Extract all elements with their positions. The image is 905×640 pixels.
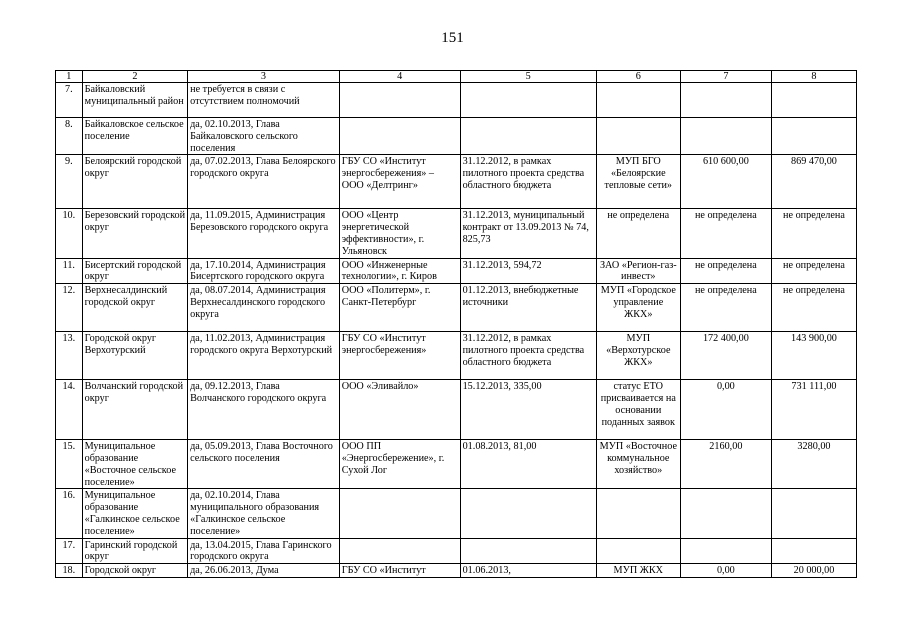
value-col7-cell: 172 400,00: [680, 332, 771, 380]
scheme-approval-cell: да, 07.02.2013, Глава Белоярского городского округа: [188, 155, 340, 209]
completion-and-cost-cell: [460, 118, 596, 155]
value-col7-cell: [680, 118, 771, 155]
completion-and-cost-cell: 31.12.2012, в рамках пилотного проекта средства областного бюджета: [460, 332, 596, 380]
value-col7-cell: [680, 538, 771, 564]
row-number-cell: 14.: [56, 380, 83, 440]
completion-and-cost-cell: 31.12.2013, 594,72: [460, 258, 596, 284]
scheme-approval-cell: да, 05.09.2013, Глава Восточного сельского поселения: [188, 440, 340, 489]
value-col8-cell: 20 000,00: [771, 564, 856, 578]
value-col8-cell: не определена: [771, 258, 856, 284]
completion-and-cost-cell: [460, 83, 596, 118]
column-header: 3: [188, 71, 340, 83]
row-number-cell: 11.: [56, 258, 83, 284]
scheme-approval-cell: да, 17.10.2014, Администрация Бисертского городского округа: [188, 258, 340, 284]
heat-supply-organization-cell: МУП «Восточное коммунальное хозяйство»: [596, 440, 680, 489]
completion-and-cost-cell: [460, 489, 596, 538]
scheme-approval-cell: да, 02.10.2013, Глава Байкаловского сельского поселения: [188, 118, 340, 155]
row-number-cell: 10.: [56, 209, 83, 258]
municipality-cell: Городской округ: [82, 564, 188, 578]
heat-supply-organization-cell: МУП «Городское управление ЖКХ»: [596, 284, 680, 332]
value-col8-cell: 3280,00: [771, 440, 856, 489]
row-number-cell: 16.: [56, 489, 83, 538]
value-col8-cell: [771, 83, 856, 118]
row-number-cell: 12.: [56, 284, 83, 332]
scheme-approval-cell: да, 09.12.2013, Глава Волчанского городского округа: [188, 380, 340, 440]
value-col7-cell: [680, 489, 771, 538]
scheme-approval-cell: да, 13.04.2015, Глава Гаринского городского округа: [188, 538, 340, 564]
row-number-cell: 18.: [56, 564, 83, 578]
municipality-cell: Байкаловское сельское поселение: [82, 118, 188, 155]
heat-supply-organization-cell: МУП ЖКХ: [596, 564, 680, 578]
municipality-cell: Байкаловский муниципальный район: [82, 83, 188, 118]
table-row: [56, 538, 857, 564]
table-row: [56, 209, 857, 258]
municipality-cell: Бисертский городской округ: [82, 258, 188, 284]
column-header: 4: [339, 71, 460, 83]
row-number-cell: 7.: [56, 83, 83, 118]
column-header: 6: [596, 71, 680, 83]
table-row: [56, 83, 857, 118]
developer-cell: ООО «Эливайло»: [339, 380, 460, 440]
completion-and-cost-cell: 01.12.2013, внебюджетные источники: [460, 284, 596, 332]
municipality-cell: Верхнесалдинский городской округ: [82, 284, 188, 332]
scheme-approval-cell: да, 11.09.2015, Администрация Березовского городского округа: [188, 209, 340, 258]
column-header: 5: [460, 71, 596, 83]
value-col7-cell: 610 600,00: [680, 155, 771, 209]
column-header: 7: [680, 71, 771, 83]
value-col8-cell: [771, 118, 856, 155]
column-header: 8: [771, 71, 856, 83]
municipality-cell: Муниципальное образование «Восточное сельское поселение»: [82, 440, 188, 489]
scheme-approval-cell: не требуется в связи с отсутствием полномочий: [188, 83, 340, 118]
value-col7-cell: не определена: [680, 209, 771, 258]
heat-supply-organization-cell: статус ЕТО присваивается на основании поданных заявок: [596, 380, 680, 440]
developer-cell: [339, 538, 460, 564]
heat-supply-organization-cell: ЗАО «Регион-газ-инвест»: [596, 258, 680, 284]
developer-cell: ГБУ СО «Институт энергосбережения» – ООО «Делтринг»: [339, 155, 460, 209]
heat-supply-organization-cell: МУП «Верхотурское ЖКХ»: [596, 332, 680, 380]
value-col7-cell: 2160,00: [680, 440, 771, 489]
scheme-approval-cell: да, 02.10.2014, Глава муниципального образования «Галкинское сельское поселение»: [188, 489, 340, 538]
heat-supply-table: [55, 70, 857, 578]
value-col8-cell: 143 900,00: [771, 332, 856, 380]
completion-and-cost-cell: [460, 538, 596, 564]
developer-cell: [339, 83, 460, 118]
table-row: [56, 284, 857, 332]
value-col8-cell: не определена: [771, 284, 856, 332]
table-row: [56, 489, 857, 538]
municipality-cell: Гаринский городской округ: [82, 538, 188, 564]
row-number-cell: 17.: [56, 538, 83, 564]
table-header-row: [56, 71, 857, 83]
developer-cell: ГБУ СО «Институт энергосбережения»: [339, 332, 460, 380]
value-col8-cell: [771, 538, 856, 564]
developer-cell: ООО «Инженерные технологии», г. Киров: [339, 258, 460, 284]
developer-cell: ООО «Центр энергетической эффективности», г. Ульяновск: [339, 209, 460, 258]
completion-and-cost-cell: 01.08.2013, 81,00: [460, 440, 596, 489]
municipality-cell: Белоярский городской округ: [82, 155, 188, 209]
developer-cell: ГБУ СО «Институт: [339, 564, 460, 578]
heat-supply-organization-cell: [596, 538, 680, 564]
table-row: [56, 380, 857, 440]
row-number-cell: 9.: [56, 155, 83, 209]
value-col8-cell: 731 111,00: [771, 380, 856, 440]
value-col7-cell: 0,00: [680, 564, 771, 578]
value-col8-cell: [771, 489, 856, 538]
value-col7-cell: не определена: [680, 284, 771, 332]
table-body: [56, 83, 857, 578]
heat-supply-organization-cell: не определена: [596, 209, 680, 258]
value-col7-cell: не определена: [680, 258, 771, 284]
value-col8-cell: не определена: [771, 209, 856, 258]
value-col7-cell: 0,00: [680, 380, 771, 440]
column-header: 2: [82, 71, 188, 83]
column-header: 1: [56, 71, 83, 83]
table-row: [56, 118, 857, 155]
developer-cell: ООО «Политерм», г. Санкт-Петербург: [339, 284, 460, 332]
heat-supply-organization-cell: МУП БГО «Белоярские тепловые сети»: [596, 155, 680, 209]
completion-and-cost-cell: 31.12.2013, муниципальный контракт от 13.09.2013 № 74, 825,73: [460, 209, 596, 258]
value-col7-cell: [680, 83, 771, 118]
scheme-approval-cell: да, 26.06.2013, Дума: [188, 564, 340, 578]
row-number-cell: 8.: [56, 118, 83, 155]
value-col8-cell: 869 470,00: [771, 155, 856, 209]
heat-supply-organization-cell: [596, 118, 680, 155]
municipality-cell: Волчанский городской округ: [82, 380, 188, 440]
table-row: [56, 440, 857, 489]
row-number-cell: 15.: [56, 440, 83, 489]
heat-supply-organization-cell: [596, 83, 680, 118]
completion-and-cost-cell: 01.06.2013,: [460, 564, 596, 578]
completion-and-cost-cell: 31.12.2012, в рамках пилотного проекта средства областного бюджета: [460, 155, 596, 209]
table-row: [56, 564, 857, 578]
developer-cell: [339, 489, 460, 538]
row-number-cell: 13.: [56, 332, 83, 380]
scheme-approval-cell: да, 11.02.2013, Администрация городского округа Верхотурский: [188, 332, 340, 380]
table-row: [56, 332, 857, 380]
scheme-approval-cell: да, 08.07.2014, Администрация Верхнесалдинского городского округа: [188, 284, 340, 332]
table-row: [56, 258, 857, 284]
developer-cell: [339, 118, 460, 155]
completion-and-cost-cell: 15.12.2013, 335,00: [460, 380, 596, 440]
page-number: 151: [441, 30, 464, 46]
table-row: [56, 155, 857, 209]
municipality-cell: Березовский городской округ: [82, 209, 188, 258]
municipality-cell: Муниципальное образование «Галкинское сельское поселение»: [82, 489, 188, 538]
developer-cell: ООО ПП «Энергосбережение», г. Сухой Лог: [339, 440, 460, 489]
heat-supply-organization-cell: [596, 489, 680, 538]
municipality-cell: Городской округ Верхотурский: [82, 332, 188, 380]
